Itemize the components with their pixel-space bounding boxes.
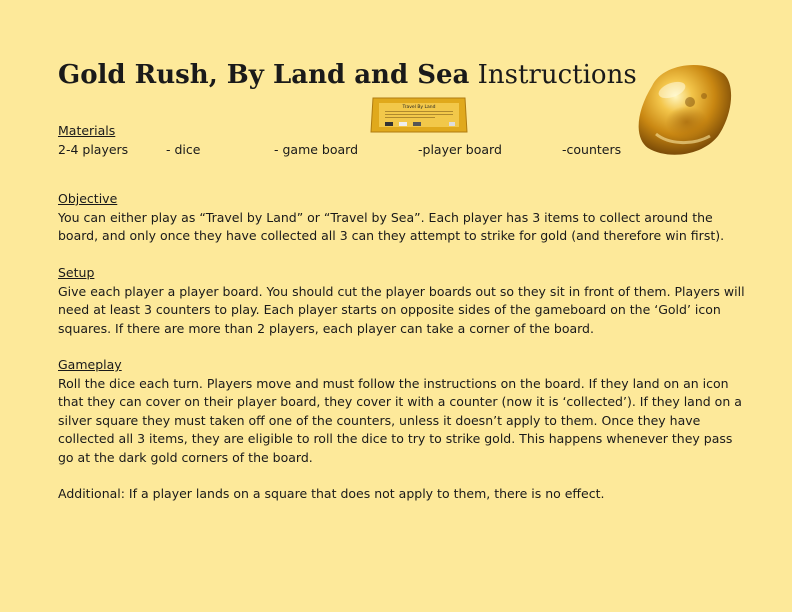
objective-section: [58, 190, 748, 246]
board-thumbnail-label: Travel By Land: [402, 105, 436, 110]
gameplay-heading: Gameplay: [58, 357, 122, 372]
setup-heading: Setup: [58, 265, 95, 280]
materials-item: - game board: [274, 141, 359, 157]
title-bold-part: Gold Rush, By Land and Sea: [58, 60, 470, 90]
materials-item: - dice: [166, 141, 201, 157]
materials-heading: Materials: [58, 123, 116, 138]
additional-section: [58, 485, 748, 504]
materials-section: [58, 122, 748, 159]
objective-heading: Objective: [58, 191, 118, 206]
gameplay-text: Roll the dice each turn. Players move and must follow the instructions on the board. If they land on an icon that they can cover on their player board, they cover it with a counter (now it is ‘collected’). If they land on a silver square they must taken off one of the counters, unless it doesn’t apply to them. Once they have collected all 3 items, they are eligible to roll the dice to try to strike gold. This happens whenever they pass go at the dark gold corners of the board.: [58, 375, 742, 465]
title-normal-part: Instructions: [469, 60, 637, 90]
materials-list: [58, 141, 748, 160]
materials-item: -player board: [418, 141, 502, 157]
materials-item: -counters: [562, 141, 622, 157]
additional-text: Additional: If a player lands on a square that does not apply to them, there is no effect.: [58, 486, 605, 501]
setup-section: [58, 264, 748, 338]
objective-text: You can either play as “Travel by Land” or “Travel by Sea”. Each player has 3 items to collect around the board, and only once they have collected all 3 can they attempt to strike for gold (and therefore win first).: [58, 209, 725, 243]
page-title: [58, 58, 637, 92]
gameplay-section: [58, 356, 748, 467]
setup-text: Give each player a player board. You should cut the player boards out so they sit in front of them. Players will need at least 3 counters to play. Each player starts on opposite sides of the gameboard on the ‘Gold’ icon squares. If there are more than 2 players, each player can take a corner of the board.: [58, 283, 745, 336]
materials-item: 2-4 players: [58, 141, 129, 157]
